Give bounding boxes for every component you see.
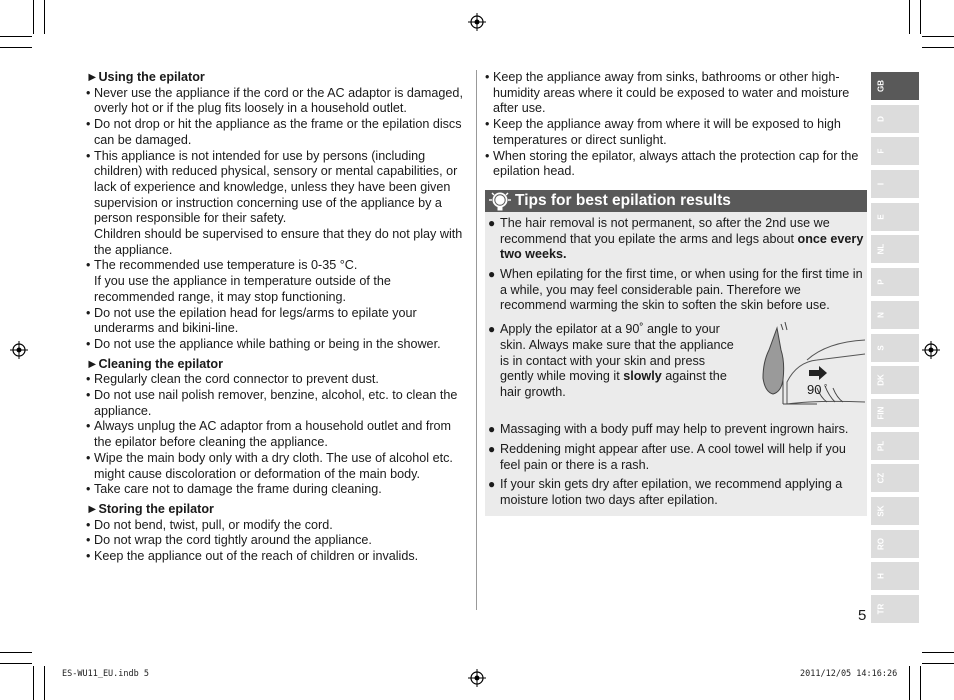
tab-label: I [876,182,886,186]
section-heading-using: ►Using the epilator [86,70,205,84]
angle-label: 90 [807,382,822,398]
cleaning-list [86,372,470,498]
tab-label: GB [876,80,886,92]
tips-header [485,190,867,212]
tab-f[interactable] [871,137,919,165]
tab-n[interactable] [871,301,919,329]
list-item: • Never use the appliance if the cord or the AC adaptor is damaged, overly hot or if the plug fits loosely in a household outlet. [86,86,470,117]
list-item: • Take care not to damage the frame during cleaning. [86,482,470,498]
print-slug-file: ES-WU11_EU.indb 5 [62,669,149,679]
list-item [86,149,470,259]
crop-mark [0,652,32,653]
column-divider [476,70,477,610]
crop-mark [44,0,45,34]
tip-text: The hair removal is not permanent, so after the 2nd use we recommend that you epilate the arms and legs about [500,215,830,246]
tip-item [485,216,867,263]
tab-sk[interactable] [871,497,919,525]
tip-item: ● If your skin gets dry after epilation, we recommend applying a moisture lotion two days after epilation. [485,477,867,508]
tab-label: DK [876,374,886,386]
tab-label: CZ [876,472,886,484]
epilator-angle-illustration [747,322,865,410]
crop-mark [922,663,954,664]
list-item: • Keep the appliance away from sinks, bathrooms or other high-humidity areas where it could be exposed to water and moisture after use. [485,70,867,117]
crop-mark [909,0,910,34]
tab-label: NL [876,244,886,255]
list-item: • Do not use nail polish remover, benzine, alcohol, etc. to clean the appliance. [86,388,470,419]
section-heading-cleaning: ►Cleaning the epilator [86,356,224,371]
crop-mark [33,666,34,700]
tip-emphasis: once every two weeks. [500,231,864,262]
crop-mark [922,652,954,653]
crop-mark [909,666,910,700]
registration-mark-icon [922,341,940,359]
right-column [485,70,867,516]
tab-label: RO [876,537,886,550]
tab-i[interactable] [871,170,919,198]
tab-label: P [876,279,886,285]
storage-list [485,70,867,180]
tip-item: ● When epilating for the first time, or when using for the first time in a while, you may feel considerable pain. Therefore we recommend warming the skin to soften the skin before use. [485,267,867,314]
crop-mark [0,47,32,48]
list-item-text: This appliance is not intended for use by persons (including children) with reduced physical, sensory or mental capabilities, or lack of experience and knowledge, unless they have been given supervision or instruction concerning use of the appliance by a person responsible for their safety. [94,148,458,226]
tab-label: H [876,573,886,580]
tip-text-part: against the hair growth. [500,369,727,399]
lightbulb-icon [485,190,515,212]
tips-title: Tips for best epilation results [515,191,731,209]
tab-pl[interactable] [871,432,919,460]
crop-mark [0,663,32,664]
list-item: • When storing the epilator, always attach the protection cap for the epilation head. [485,149,867,180]
tips-box [485,190,867,516]
list-item: • Regularly clean the cord connector to prevent dust. [86,372,470,388]
list-item: • Do not use the appliance while bathing or being in the shower. [86,337,470,353]
tips-list [485,216,867,509]
tip-emphasis: slowly [623,369,662,384]
registration-mark-icon [468,669,486,687]
print-slug-datetime: 2011/12/05 14:16:26 [800,669,898,679]
tab-s[interactable] [871,334,919,362]
language-tabs [871,72,919,628]
crop-mark [0,36,32,37]
tab-label: N [876,311,886,318]
using-list [86,86,470,353]
crop-mark [33,0,34,34]
tab-d[interactable] [871,105,919,133]
list-item: • Keep the appliance out of the reach of children or invalids. [86,549,470,565]
list-item-note: Children should be supervised to ensure that they do not play with the appliance. [94,227,463,257]
list-item: • Keep the appliance away from where it will be exposed to high temperatures or direct sunlight. [485,117,867,148]
tab-h[interactable] [871,562,919,590]
list-item [86,258,470,305]
tab-label: SK [876,505,886,517]
degree-symbol: ° [824,383,828,393]
list-item: • Wipe the main body only with a dry cloth. The use of alcohol etc. might cause discoloration or deformation of the main body. [86,451,470,482]
tab-label: F [876,148,886,154]
tab-label: S [876,344,886,351]
tip-text [500,322,740,401]
crop-mark [920,666,921,700]
registration-mark-icon [10,341,28,359]
list-item: • Do not wrap the cord tightly around the appliance. [86,533,470,549]
tab-label: D [876,115,886,122]
section-heading-storing: ►Storing the epilator [86,501,214,516]
tab-cz[interactable] [871,464,919,492]
crop-mark [920,0,921,34]
crop-mark [922,36,954,37]
crop-mark [44,666,45,700]
tip-item: ● Massaging with a body puff may help to prevent ingrown hairs. [485,422,867,438]
list-item: • Do not drop or hit the appliance as the frame or the epilation discs can be damaged. [86,117,470,148]
tab-label: E [876,214,886,220]
tab-fin[interactable] [871,399,919,427]
list-item: • Always unplug the AC adaptor from a household outlet and from the epilator before cleaning the appliance. [86,419,470,450]
tab-label: TR [876,603,886,615]
tip-item: ● Reddening might appear after use. A cool towel will help if you feel pain or there is a rash. [485,442,867,473]
tab-label: FIN [876,406,886,420]
left-column [86,70,470,569]
tab-dk[interactable] [871,366,919,394]
tab-gb[interactable] [871,72,919,100]
tab-tr[interactable] [871,595,919,623]
crop-mark [922,47,954,48]
tab-e[interactable] [871,203,919,231]
list-item-text: The recommended use temperature is 0-35 °C. [94,258,358,273]
list-item-note: If you use the appliance in temperature outside of the recommended range, it may stop functioning. [94,274,391,304]
page-number: 5 [858,607,867,624]
tab-label: PL [876,440,886,451]
registration-mark-icon [468,13,486,31]
list-item: • Do not use the epilation head for legs/arms to epilate your underarms and bikini-line. [86,306,470,337]
storing-list [86,518,470,565]
tip-text-part: Apply the epilator at a 90˚ angle to your skin. Always make sure that the appliance is in contact with your skin and press gently while moving it [500,322,734,384]
list-item: • Do not bend, twist, pull, or modify the cord. [86,518,470,534]
tab-nl[interactable] [871,235,919,263]
tab-ro[interactable] [871,530,919,558]
tip-item [485,322,867,418]
tab-p[interactable] [871,268,919,296]
